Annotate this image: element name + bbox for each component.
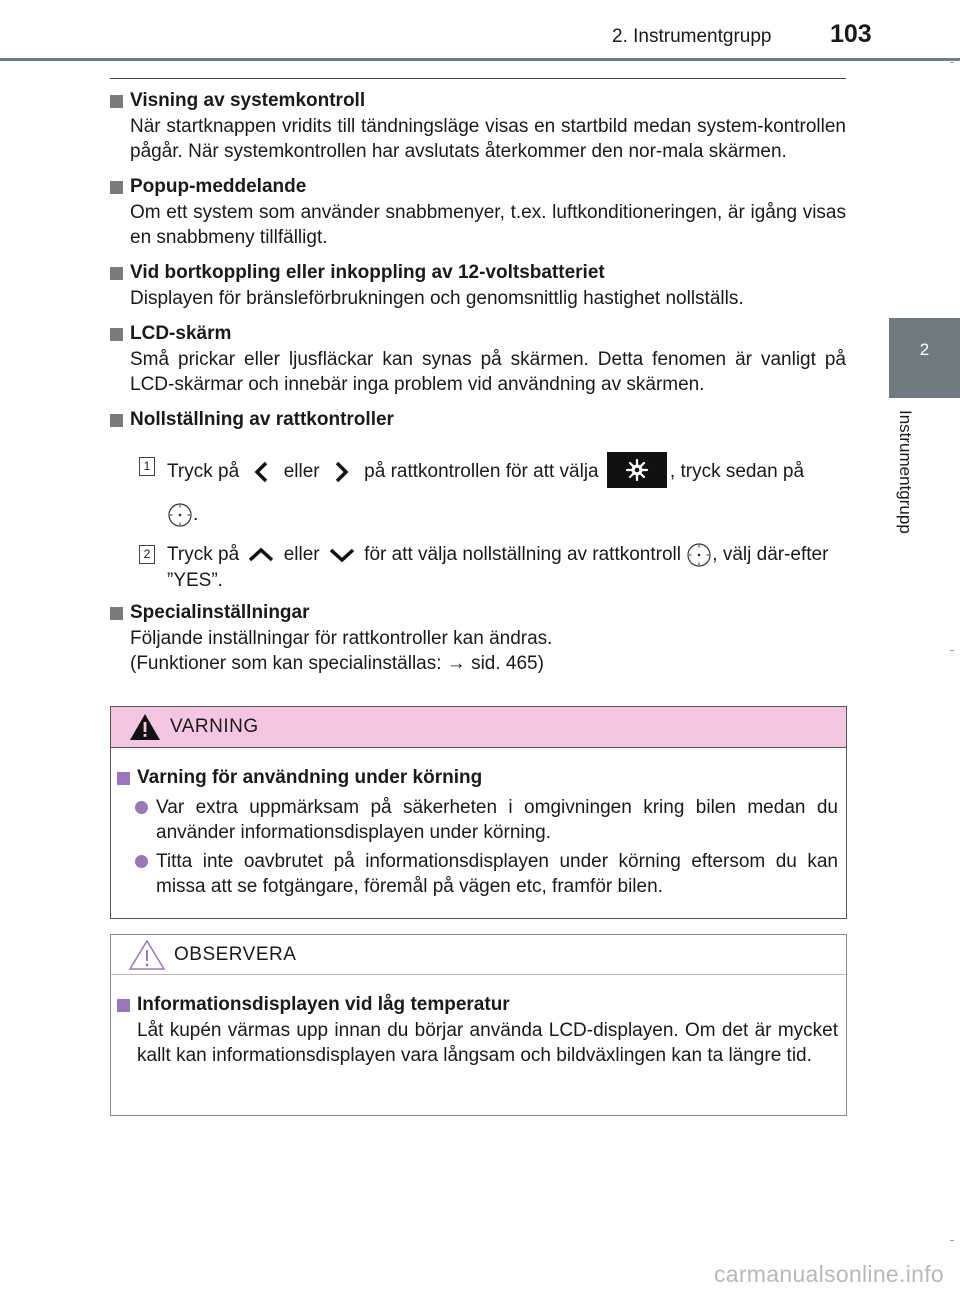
step-1: 1 Tryck på eller på rattkontrollen för att välja , tryck sedan på . — [167, 454, 846, 528]
square-bullet-icon — [110, 328, 123, 341]
warning-label: VARNING — [170, 716, 259, 737]
square-bullet-icon — [110, 607, 123, 620]
section-title: Vid bortkoppling eller inkoppling av 12-voltsbatteriet — [130, 262, 605, 283]
notice-header — [111, 935, 846, 975]
square-bullet-icon — [110, 181, 123, 194]
chapter-tab-number: 2 — [919, 340, 930, 359]
settings-gear-icon — [607, 452, 667, 488]
square-bullet-icon — [110, 95, 123, 108]
section-title: Nollställning av rattkontroller — [130, 409, 394, 430]
chevron-left-icon — [244, 459, 278, 485]
enter-dial-icon — [167, 502, 193, 528]
chevron-right-icon — [325, 459, 359, 485]
notice-box — [110, 934, 847, 1116]
warning-box — [110, 706, 847, 919]
round-bullet-icon — [135, 855, 148, 868]
section-title: Visning av systemkontroll — [130, 90, 366, 111]
warning-title: Varning för användning under körning — [137, 767, 483, 788]
warning-bullet: Titta inte oavbrutet på informationsdisplayen under körning eftersom du kan missa att se fotgängare, föremål på vägen etc, framför bilen. — [135, 849, 838, 899]
square-bullet-icon — [110, 414, 123, 427]
square-bullet-icon — [117, 772, 130, 785]
section-title: Popup-meddelande — [130, 176, 307, 197]
section-batteri — [110, 260, 846, 311]
chapter-tab — [889, 318, 960, 398]
step-number: 1 — [139, 457, 155, 476]
enter-dial-icon — [686, 542, 712, 568]
section-body: Om ett system som använder snabbmenyer, t.ex. luftkonditioneringen, är igång visas en snabbmeny tillfälligt. — [130, 202, 846, 248]
watermark: carmanualsonline.info — [713, 1261, 944, 1287]
warning-header — [111, 707, 846, 748]
square-bullet-icon — [117, 999, 130, 1012]
content-top-rule — [110, 78, 846, 79]
notice-label: OBSERVERA — [174, 943, 297, 965]
section-visning — [110, 88, 846, 164]
warning-triangle-icon — [128, 712, 162, 742]
square-bullet-icon — [110, 267, 123, 280]
edge-tick — [950, 62, 954, 63]
main-content — [110, 78, 846, 686]
section-nollstallning — [110, 407, 846, 594]
section-title: Specialinställningar — [130, 602, 310, 624]
warning-bullet: Var extra uppmärksam på säkerheten i omgivningen kring bilen medan du använder informationsdisplayen under körning. — [135, 795, 838, 845]
header-rule — [0, 58, 960, 61]
page-reference: (Funktioner som kan specialinställas: → sid. 465) — [130, 653, 544, 675]
step-number: 2 — [139, 545, 155, 564]
section-special — [110, 600, 846, 676]
chapter-tab-label: Instrumentgrupp — [896, 410, 915, 534]
edge-tick — [950, 650, 954, 651]
notice-title: Informationsdisplayen vid låg temperatur — [137, 994, 510, 1015]
step-2: 2 Tryck på eller för att välja nollställning av rattkontroll , välj där-efter ”YES”. — [167, 542, 846, 594]
page-number: 103 — [830, 20, 872, 48]
section-body: När startknappen vridits till tändningsläge visas en startbild medan system-kontrollen pågår. När systemkontrollen har avslutats återkommer den nor-mala skärmen. — [130, 116, 846, 162]
round-bullet-icon — [135, 801, 148, 814]
section-body-line: Följande inställningar för rattkontroller kan ändras. — [130, 628, 553, 650]
edge-tick — [950, 1240, 954, 1241]
section-popup — [110, 174, 846, 250]
section-body: Displayen för bränsleförbrukningen och genomsnittlig hastighet nollställs. — [130, 288, 744, 309]
section-body: Små prickar eller ljusfläckar kan synas på skärmen. Detta fenomen är vanligt på LCD-skärmar och innebär inga problem vid användning av skärmen. — [130, 349, 846, 395]
notice-body: Låt kupén värmas upp innan du börjar använda LCD-displayen. Om det är mycket kallt kan informationsdisplayen vara långsam och bildväxlingen kan ta längre tid. — [137, 1020, 838, 1066]
chevron-up-icon — [244, 544, 278, 566]
chevron-down-icon — [325, 544, 359, 566]
section-lcd — [110, 321, 846, 397]
caution-triangle-icon — [128, 939, 166, 971]
section-title: LCD-skärm — [130, 323, 232, 344]
running-header-section: 2. Instrumentgrupp — [612, 26, 772, 47]
